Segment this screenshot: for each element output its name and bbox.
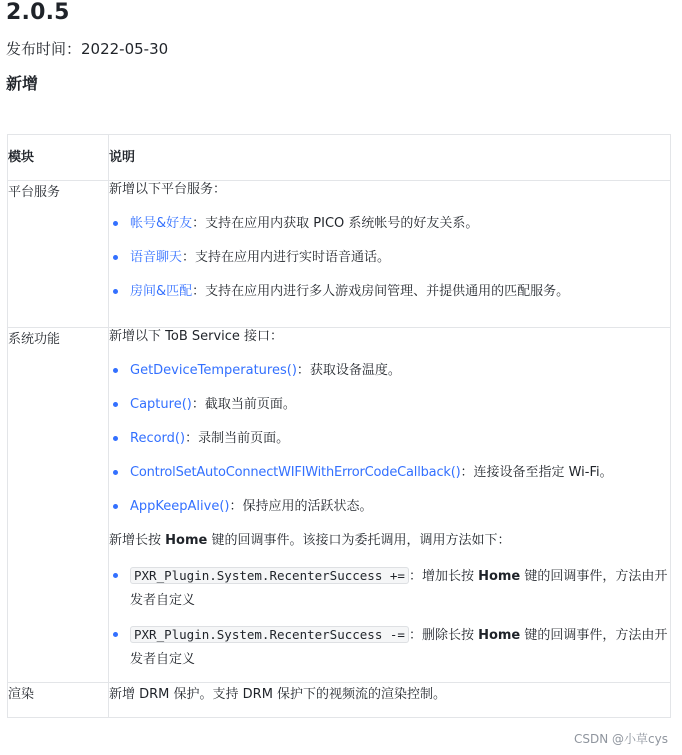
link-get-device-temperatures[interactable]: GetDeviceTemperatures() (130, 363, 297, 378)
item-desc: ：支持在应用内进行多人游戏房间管理、并提供通用的匹配服务。 (192, 284, 570, 299)
table-row (8, 328, 671, 683)
bullet-icon (113, 573, 118, 578)
link-voice-chat[interactable]: 语音聊天 (130, 250, 183, 265)
bullet-icon (113, 504, 118, 509)
bullet-icon (113, 402, 118, 407)
callback-list (109, 564, 670, 672)
callback-intro-pre: 新增长按 (109, 533, 166, 548)
list-item (109, 623, 670, 672)
bullet-icon (113, 289, 118, 294)
list-item (109, 215, 670, 233)
home-key-label: Home (165, 533, 208, 548)
api-list (109, 362, 670, 516)
callback-intro-post: 键的回调事件。该接口为委托调用，调用方法如下： (207, 533, 511, 548)
home-key-label: Home (478, 628, 521, 643)
list-item (109, 498, 670, 516)
bullet-icon (113, 255, 118, 260)
list-item (109, 362, 670, 380)
link-room-matching[interactable]: 房间&匹配 (130, 284, 193, 299)
module-cell: 平台服务 (8, 181, 109, 328)
section-heading: 新增 (6, 74, 39, 93)
bullet-icon (113, 368, 118, 373)
item-desc: ：录制当前页面。 (185, 431, 290, 446)
list-item (109, 396, 670, 414)
item-desc: ：截取当前页面。 (191, 397, 296, 412)
callback-desc-post: 键的回调事件，方法由开发者自定义 (130, 569, 668, 608)
table-row (8, 683, 671, 718)
link-capture[interactable]: Capture() (130, 397, 192, 412)
bullet-icon (113, 436, 118, 441)
callback-desc-pre: ：增加长按 (408, 569, 479, 584)
list-item (109, 283, 670, 301)
item-desc: ：保持应用的活跃状态。 (229, 499, 373, 514)
link-record[interactable]: Record() (130, 431, 186, 446)
description-cell: 新增 DRM 保护。支持 DRM 保护下的视频流的渲染控制。 (109, 683, 671, 718)
link-control-set-auto-connect-wifi[interactable]: ControlSetAutoConnectWIFIWithErrorCodeCallback() (130, 465, 461, 480)
module-cell: 渲染 (8, 683, 109, 718)
list-item (109, 430, 670, 448)
service-list (109, 215, 670, 301)
list-item (109, 464, 670, 482)
version-title: 2.0.5 (6, 0, 70, 25)
description-cell (109, 181, 671, 328)
list-item (109, 249, 670, 267)
table-row (8, 181, 671, 328)
callback-desc-post: 键的回调事件，方法由开发者自定义 (130, 628, 668, 667)
code-recenter-remove: PXR_Plugin.System.RecenterSuccess -= (130, 626, 409, 643)
bullet-icon (113, 632, 118, 637)
bullet-icon (113, 470, 118, 475)
description-cell (109, 328, 671, 683)
item-desc: ：连接设备至指定 Wi-Fi。 (460, 465, 613, 480)
table-header-row (8, 135, 671, 181)
row-intro: 新增以下 ToB Service 接口： (109, 329, 284, 344)
item-desc: ：支持在应用内获取 PICO 系统帐号的好友关系。 (192, 216, 479, 231)
list-item (109, 564, 670, 613)
module-cell: 系统功能 (8, 328, 109, 683)
watermark: CSDN @小草cys (574, 732, 668, 746)
callback-intro (109, 532, 670, 550)
row-intro: 新增以下平台服务： (109, 182, 227, 197)
changelog-table (7, 134, 671, 718)
link-account-friends[interactable]: 帐号&好友 (130, 216, 193, 231)
link-app-keep-alive[interactable]: AppKeepAlive() (130, 499, 230, 514)
header-description: 说明 (109, 135, 671, 181)
item-desc: ：支持在应用内进行实时语音通话。 (182, 250, 391, 265)
callback-desc-pre: ：删除长按 (408, 628, 479, 643)
code-recenter-add: PXR_Plugin.System.RecenterSuccess += (130, 567, 409, 584)
home-key-label: Home (478, 569, 521, 584)
header-module: 模块 (8, 135, 109, 181)
bullet-icon (113, 221, 118, 226)
release-date: 发布时间：2022-05-30 (6, 40, 169, 58)
item-desc: ：获取设备温度。 (296, 363, 401, 378)
